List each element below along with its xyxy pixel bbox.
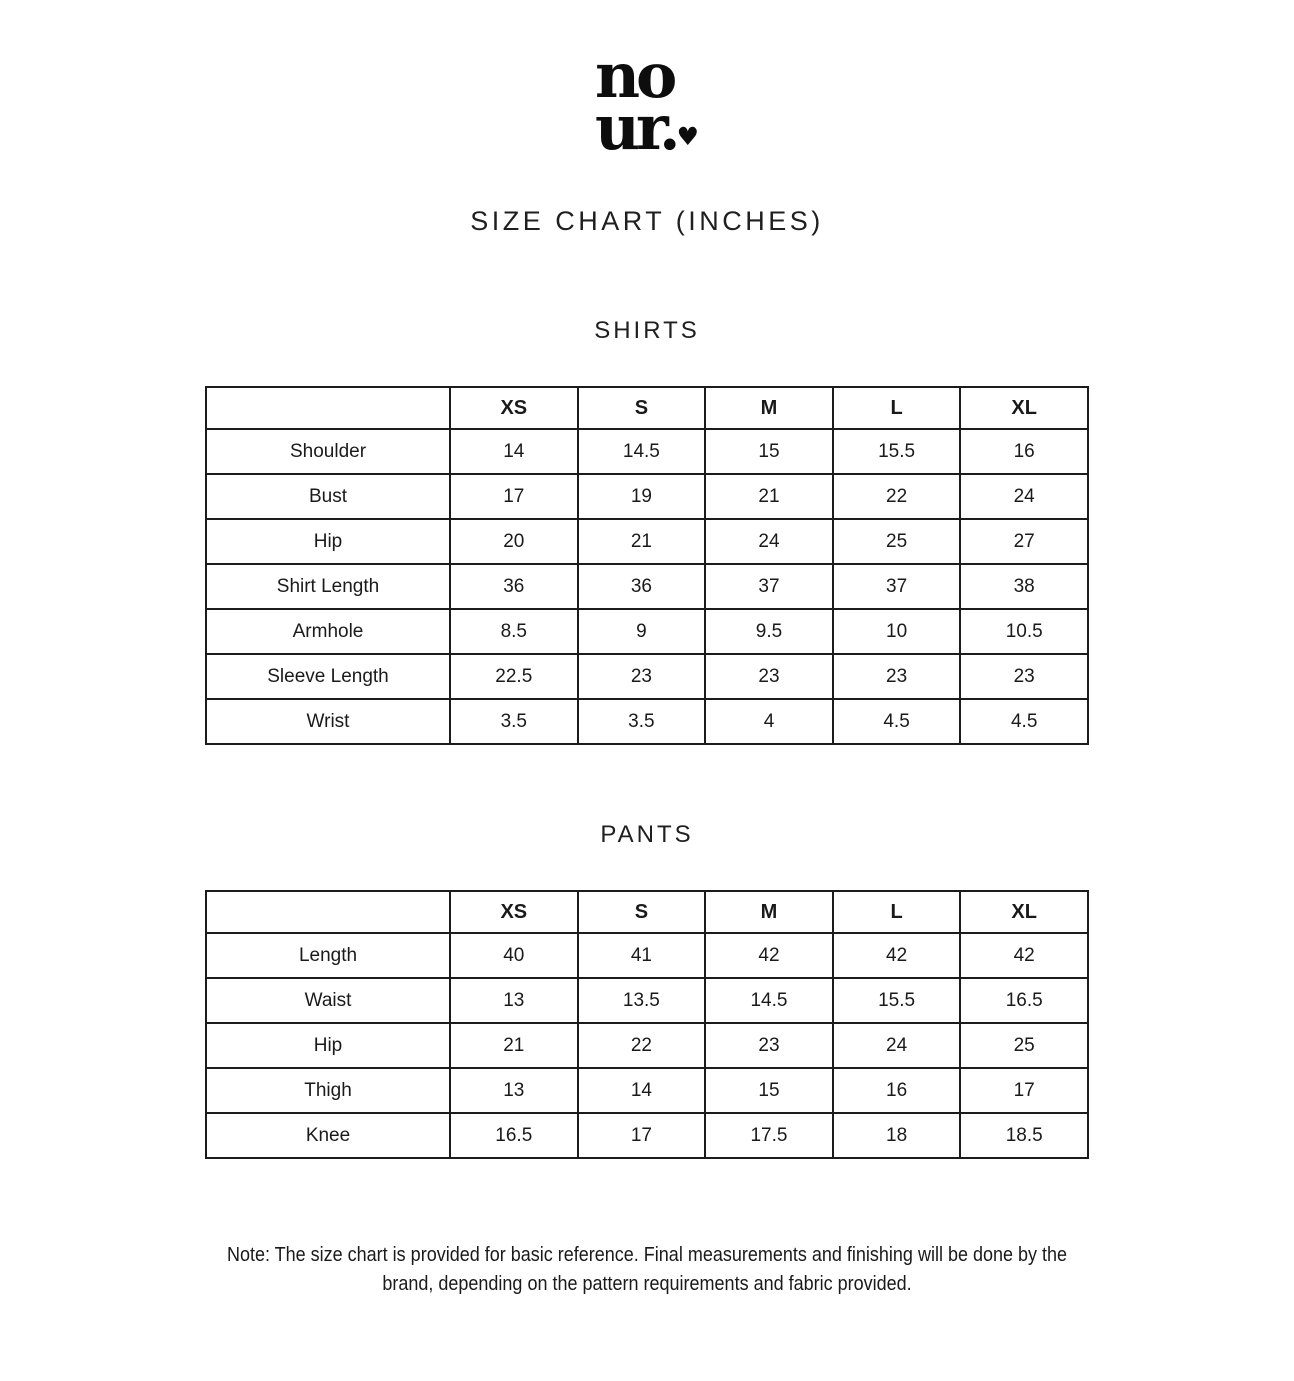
heart-icon: ♥ bbox=[676, 122, 700, 152]
measurement-value: 25 bbox=[960, 1023, 1088, 1068]
brand-logo-line1: no bbox=[594, 39, 674, 112]
measurement-value: 14 bbox=[450, 429, 578, 474]
measurement-value: 10 bbox=[833, 609, 961, 654]
measurement-value: 19 bbox=[578, 474, 706, 519]
measurement-value: 24 bbox=[705, 519, 833, 564]
measurement-value: 36 bbox=[578, 564, 706, 609]
measurement-value: 4.5 bbox=[833, 699, 961, 744]
note-line1: Note: The size chart is provided for basic reference. Final measurements and finishing will be done by the bbox=[226, 1244, 1068, 1267]
measurement-value: 38 bbox=[960, 564, 1088, 609]
size-column-header-m: M bbox=[705, 387, 833, 429]
measurement-label: Hip bbox=[206, 519, 450, 564]
corner-cell bbox=[206, 387, 450, 429]
size-header-row bbox=[206, 387, 1088, 429]
measurement-value: 3.5 bbox=[578, 699, 706, 744]
measurement-label: Bust bbox=[206, 474, 450, 519]
measurement-value: 27 bbox=[960, 519, 1088, 564]
brand-logo-line2-text: ur. bbox=[594, 91, 677, 165]
measurement-value: 15 bbox=[705, 429, 833, 474]
measurement-row bbox=[206, 609, 1088, 654]
measurement-value: 24 bbox=[960, 474, 1088, 519]
measurement-label: Waist bbox=[206, 978, 450, 1023]
measurement-row bbox=[206, 429, 1088, 474]
measurement-value: 42 bbox=[833, 933, 961, 978]
measurement-value: 15 bbox=[705, 1068, 833, 1113]
size-column-header-s: S bbox=[578, 891, 706, 933]
measurement-row bbox=[206, 1068, 1088, 1113]
measurement-value: 23 bbox=[960, 654, 1088, 699]
measurement-value: 22 bbox=[578, 1023, 706, 1068]
measurement-value: 17 bbox=[578, 1113, 706, 1158]
measurement-value: 13 bbox=[450, 1068, 578, 1113]
measurement-row bbox=[206, 474, 1088, 519]
size-column-header-xs: XS bbox=[450, 891, 578, 933]
size-column-header-m: M bbox=[705, 891, 833, 933]
measurement-value: 42 bbox=[960, 933, 1088, 978]
measurement-value: 37 bbox=[833, 564, 961, 609]
measurement-value: 15.5 bbox=[833, 978, 961, 1023]
measurement-row bbox=[206, 978, 1088, 1023]
brand-logo-line2 bbox=[594, 91, 700, 165]
measurement-label: Shirt Length bbox=[206, 564, 450, 609]
measurement-row bbox=[206, 1023, 1088, 1068]
measurement-row bbox=[206, 933, 1088, 978]
measurement-value: 17.5 bbox=[705, 1113, 833, 1158]
measurement-row bbox=[206, 654, 1088, 699]
measurement-value: 18.5 bbox=[960, 1113, 1088, 1158]
brand-logo bbox=[594, 0, 700, 165]
section-title-shirts: SHIRTS bbox=[594, 317, 700, 345]
measurement-label: Sleeve Length bbox=[206, 654, 450, 699]
size-column-header-l: L bbox=[833, 387, 961, 429]
size-column-header-s: S bbox=[578, 387, 706, 429]
page-title: SIZE CHART (INCHES) bbox=[470, 206, 824, 237]
measurement-value: 10.5 bbox=[960, 609, 1088, 654]
measurement-value: 23 bbox=[833, 654, 961, 699]
measurement-label: Hip bbox=[206, 1023, 450, 1068]
shirts-section bbox=[0, 317, 1294, 745]
measurement-value: 13.5 bbox=[578, 978, 706, 1023]
pants-section bbox=[0, 821, 1294, 1159]
measurement-value: 20 bbox=[450, 519, 578, 564]
size-column-header-xl: XL bbox=[960, 891, 1088, 933]
size-header-row bbox=[206, 891, 1088, 933]
measurement-value: 8.5 bbox=[450, 609, 578, 654]
measurement-value: 18 bbox=[833, 1113, 961, 1158]
measurement-value: 16.5 bbox=[960, 978, 1088, 1023]
measurement-value: 25 bbox=[833, 519, 961, 564]
measurement-value: 16.5 bbox=[450, 1113, 578, 1158]
measurement-value: 14.5 bbox=[705, 978, 833, 1023]
measurement-row bbox=[206, 564, 1088, 609]
shirts-size-table bbox=[205, 386, 1089, 745]
measurement-label: Thigh bbox=[206, 1068, 450, 1113]
measurement-value: 21 bbox=[578, 519, 706, 564]
measurement-row bbox=[206, 1113, 1088, 1158]
note-line2: brand, depending on the pattern requirements and fabric provided. bbox=[382, 1272, 912, 1295]
measurement-value: 42 bbox=[705, 933, 833, 978]
measurement-value: 22.5 bbox=[450, 654, 578, 699]
measurement-value: 9.5 bbox=[705, 609, 833, 654]
pants-size-table bbox=[205, 890, 1089, 1159]
measurement-value: 21 bbox=[450, 1023, 578, 1068]
measurement-label: Armhole bbox=[206, 609, 450, 654]
measurement-value: 16 bbox=[833, 1068, 961, 1113]
measurement-value: 23 bbox=[705, 654, 833, 699]
measurement-value: 16 bbox=[960, 429, 1088, 474]
measurement-value: 9 bbox=[578, 609, 706, 654]
size-column-header-xs: XS bbox=[450, 387, 578, 429]
measurement-row bbox=[206, 699, 1088, 744]
measurement-value: 22 bbox=[833, 474, 961, 519]
section-title-pants: PANTS bbox=[600, 821, 694, 849]
measurement-value: 24 bbox=[833, 1023, 961, 1068]
measurement-value: 14.5 bbox=[578, 429, 706, 474]
measurement-value: 23 bbox=[705, 1023, 833, 1068]
measurement-row bbox=[206, 519, 1088, 564]
measurement-label: Shoulder bbox=[206, 429, 450, 474]
measurement-value: 17 bbox=[450, 474, 578, 519]
corner-cell bbox=[206, 891, 450, 933]
measurement-value: 3.5 bbox=[450, 699, 578, 744]
measurement-value: 4 bbox=[705, 699, 833, 744]
measurement-value: 14 bbox=[578, 1068, 706, 1113]
measurement-label: Knee bbox=[206, 1113, 450, 1158]
measurement-value: 4.5 bbox=[960, 699, 1088, 744]
size-chart-note bbox=[125, 1241, 1169, 1298]
measurement-label: Wrist bbox=[206, 699, 450, 744]
measurement-value: 15.5 bbox=[833, 429, 961, 474]
measurement-value: 17 bbox=[960, 1068, 1088, 1113]
measurement-value: 41 bbox=[578, 933, 706, 978]
size-column-header-xl: XL bbox=[960, 387, 1088, 429]
size-column-header-l: L bbox=[833, 891, 961, 933]
measurement-value: 36 bbox=[450, 564, 578, 609]
measurement-value: 23 bbox=[578, 654, 706, 699]
measurement-value: 37 bbox=[705, 564, 833, 609]
measurement-value: 40 bbox=[450, 933, 578, 978]
measurement-value: 21 bbox=[705, 474, 833, 519]
measurement-label: Length bbox=[206, 933, 450, 978]
measurement-value: 13 bbox=[450, 978, 578, 1023]
